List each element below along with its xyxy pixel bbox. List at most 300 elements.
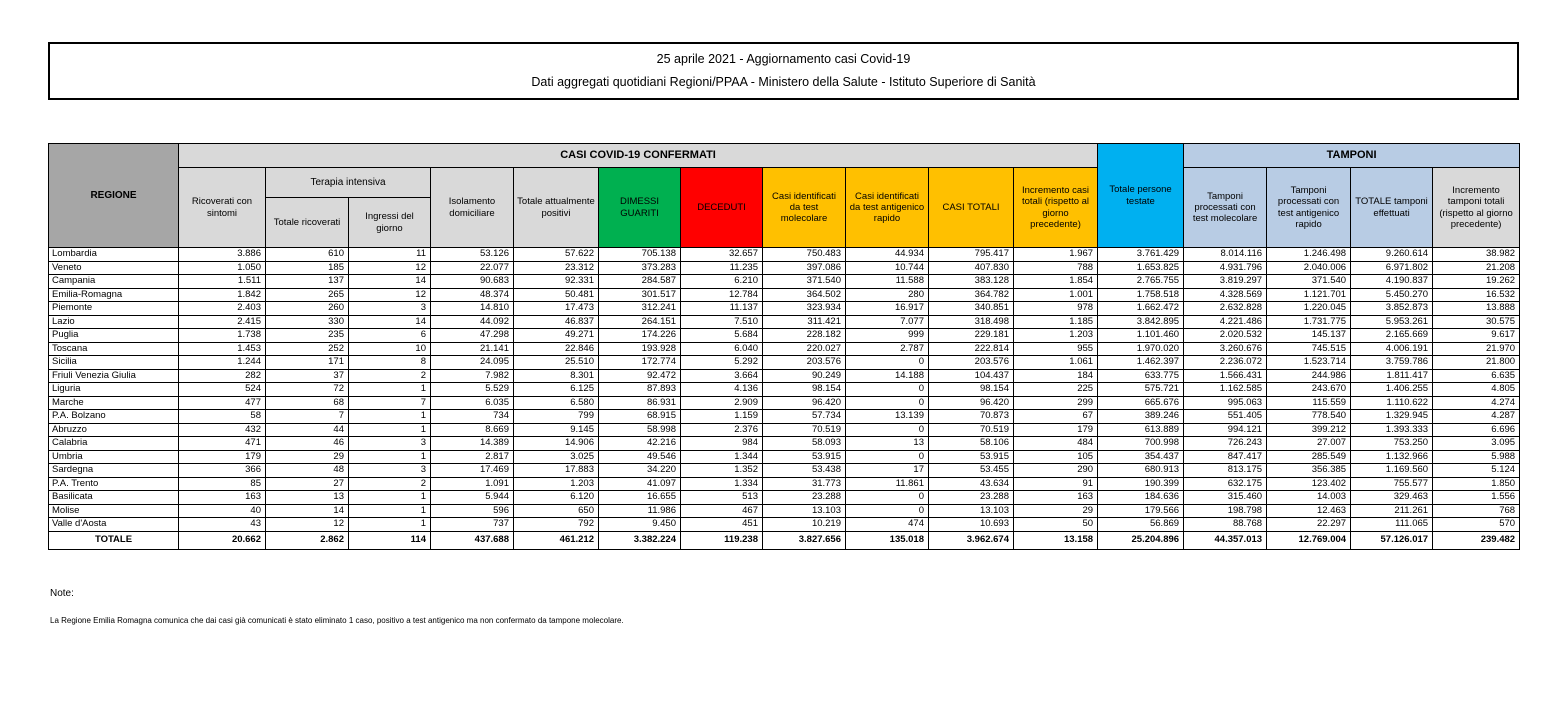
value-cell: 1.556 [1433,491,1520,505]
value-cell: 1.159 [681,410,763,424]
header-casi-test-molecolare: Casi identificati da test molecolare [763,168,846,248]
table-row [49,275,1520,289]
header-totale-tamponi: TOTALE tamponi effettuati [1351,168,1433,248]
value-cell: 24.095 [431,356,514,370]
value-cell: 312.241 [599,302,681,316]
value-cell: 356.385 [1267,464,1351,478]
value-cell: 98.154 [763,383,846,397]
value-cell: 1.811.417 [1351,369,1433,383]
value-cell: 21.208 [1433,261,1520,275]
value-cell: 92.331 [514,275,599,289]
value-cell: 12.463 [1267,504,1351,518]
value-cell: 315.460 [1184,491,1267,505]
value-cell: 4.006.191 [1351,342,1433,356]
value-cell: 0 [846,396,929,410]
value-cell: 1.185 [1014,315,1098,329]
value-cell: 285.549 [1267,450,1351,464]
value-cell: 0 [846,450,929,464]
totale-value-cell: 3.382.224 [599,531,681,549]
value-cell: 203.576 [763,356,846,370]
value-cell: 10.219 [763,518,846,532]
value-cell: 1.842 [179,288,266,302]
table-row [49,383,1520,397]
report-title: 25 aprile 2021 - Aggiornamento casi Covid-19 [656,52,911,67]
header-band-casi-confermati: CASI COVID-19 CONFERMATI [179,144,1098,168]
value-cell: 1.329.945 [1351,410,1433,424]
value-cell: 610 [266,248,349,262]
region-cell: Puglia [49,329,179,343]
header-casi-totali: CASI TOTALI [929,168,1014,248]
table-row [49,450,1520,464]
table-row [49,423,1520,437]
header-persone-testate: Totale persone testate [1098,144,1184,248]
value-cell: 12 [349,261,431,275]
value-cell: 57.734 [763,410,846,424]
value-cell: 42.216 [599,437,681,451]
value-cell: 43.634 [929,477,1014,491]
value-cell: 2.909 [681,396,763,410]
value-cell: 58.998 [599,423,681,437]
value-cell: 14.906 [514,437,599,451]
value-cell: 1.344 [681,450,763,464]
value-cell: 329.463 [1351,491,1433,505]
value-cell: 8.301 [514,369,599,383]
value-cell: 1.220.045 [1267,302,1351,316]
value-cell: 49.546 [599,450,681,464]
value-cell: 265 [266,288,349,302]
value-cell: 1.854 [1014,275,1098,289]
value-cell: 1.662.472 [1098,302,1184,316]
value-cell: 37 [266,369,349,383]
header-incremento-tamponi: Incremento tamponi totali (rispetto al giorno precedente) [1433,168,1520,248]
table-row [49,315,1520,329]
totale-row [49,531,1520,549]
value-cell: 244.986 [1267,369,1351,383]
value-cell: 163 [1014,491,1098,505]
value-cell: 1.244 [179,356,266,370]
value-cell: 397.086 [763,261,846,275]
value-cell: 23.288 [763,491,846,505]
value-cell: 6.125 [514,383,599,397]
value-cell: 301.517 [599,288,681,302]
value-cell: 1.758.518 [1098,288,1184,302]
table-row [49,302,1520,316]
value-cell: 8.669 [431,423,514,437]
value-cell: 13 [846,437,929,451]
value-cell: 1.061 [1014,356,1098,370]
value-cell: 284.587 [599,275,681,289]
value-cell: 1.246.498 [1267,248,1351,262]
value-cell: 3.761.429 [1098,248,1184,262]
value-cell: 299 [1014,396,1098,410]
value-cell: 67 [1014,410,1098,424]
header-incremento-casi: Incremento casi totali (rispetto al giorno precedente) [1014,168,1098,248]
header-totale-ricoverati: Totale ricoverati [266,198,349,248]
value-cell: 3 [349,464,431,478]
value-cell: 1 [349,491,431,505]
table-row [49,369,1520,383]
value-cell: 4.136 [681,383,763,397]
value-cell: 243.670 [1267,383,1351,397]
value-cell: 371.540 [763,275,846,289]
value-cell: 1.523.714 [1267,356,1351,370]
value-cell: 115.559 [1267,396,1351,410]
value-cell: 354.437 [1098,450,1184,464]
value-cell: 14.003 [1267,491,1351,505]
value-cell: 477 [179,396,266,410]
value-cell: 6 [349,329,431,343]
region-cell: Toscana [49,342,179,356]
value-cell: 190.399 [1098,477,1184,491]
value-cell: 40 [179,504,266,518]
value-cell: 2.236.072 [1184,356,1267,370]
value-cell: 665.676 [1098,396,1184,410]
table-row [49,342,1520,356]
region-cell: Veneto [49,261,179,275]
value-cell: 6.210 [681,275,763,289]
header-ricoverati-sintomi: Ricoverati con sintomi [179,168,266,248]
value-cell: 29 [266,450,349,464]
value-cell: 755.577 [1351,477,1433,491]
value-cell: 323.934 [763,302,846,316]
value-cell: 6.580 [514,396,599,410]
value-cell: 10.693 [929,518,1014,532]
header-totale-attualmente-positivi: Totale attualmente positivi [514,168,599,248]
value-cell: 2.765.755 [1098,275,1184,289]
value-cell: 2.415 [179,315,266,329]
value-cell: 185 [266,261,349,275]
value-cell: 58 [179,410,266,424]
region-cell: Piemonte [49,302,179,316]
value-cell: 137 [266,275,349,289]
value-cell: 163 [179,491,266,505]
table-row [49,437,1520,451]
value-cell: 0 [846,423,929,437]
value-cell: 11.986 [599,504,681,518]
value-cell: 49.271 [514,329,599,343]
value-cell: 1.393.333 [1351,423,1433,437]
totale-label-cell: TOTALE [49,531,179,549]
value-cell: 53.915 [763,450,846,464]
value-cell: 2.376 [681,423,763,437]
value-cell: 955 [1014,342,1098,356]
value-cell: 12 [349,288,431,302]
value-cell: 22.297 [1267,518,1351,532]
value-cell: 4.274 [1433,396,1520,410]
value-cell: 399.212 [1267,423,1351,437]
value-cell: 632.175 [1184,477,1267,491]
value-cell: 633.775 [1098,369,1184,383]
value-cell: 123.402 [1267,477,1351,491]
region-cell: Sardegna [49,464,179,478]
value-cell: 145.137 [1267,329,1351,343]
value-cell: 6.971.802 [1351,261,1433,275]
value-cell: 1.121.701 [1267,288,1351,302]
value-cell: 13.103 [929,504,1014,518]
totale-value-cell: 57.126.017 [1351,531,1433,549]
value-cell: 994.121 [1184,423,1267,437]
value-cell: 11 [349,248,431,262]
value-cell: 264.151 [599,315,681,329]
value-cell: 56.869 [1098,518,1184,532]
totale-value-cell: 239.482 [1433,531,1520,549]
value-cell: 27.007 [1267,437,1351,451]
value-cell: 14.389 [431,437,514,451]
value-cell: 72 [266,383,349,397]
value-cell: 1.001 [1014,288,1098,302]
value-cell: 172.774 [599,356,681,370]
value-cell: 5.944 [431,491,514,505]
value-cell: 383.128 [929,275,1014,289]
value-cell: 235 [266,329,349,343]
covid-data-table [48,143,1520,550]
value-cell: 9.617 [1433,329,1520,343]
header-regione: REGIONE [49,144,179,248]
totale-value-cell: 119.238 [681,531,763,549]
value-cell: 371.540 [1267,275,1351,289]
table-body [49,248,1520,550]
value-cell: 179.566 [1098,504,1184,518]
value-cell: 5.450.270 [1351,288,1433,302]
region-cell: Liguria [49,383,179,397]
value-cell: 1.334 [681,477,763,491]
value-cell: 2.403 [179,302,266,316]
value-cell: 179 [179,450,266,464]
region-cell: Sicilia [49,356,179,370]
value-cell: 0 [846,356,929,370]
value-cell: 1 [349,423,431,437]
table-row [49,504,1520,518]
value-cell: 87.893 [599,383,681,397]
header-band-terapia-intensiva: Terapia intensiva [266,168,431,198]
value-cell: 705.138 [599,248,681,262]
value-cell: 0 [846,383,929,397]
totale-value-cell: 2.862 [266,531,349,549]
value-cell: 17.469 [431,464,514,478]
value-cell: 2.632.828 [1184,302,1267,316]
value-cell: 3 [349,302,431,316]
value-cell: 1.462.397 [1098,356,1184,370]
value-cell: 1.967 [1014,248,1098,262]
value-cell: 58.093 [763,437,846,451]
value-cell: 17.473 [514,302,599,316]
value-cell: 1.352 [681,464,763,478]
report-subtitle: Dati aggregati quotidiani Regioni/PPAA - Ministero della Salute - Istituto Superiore di Sanità [531,74,1036,89]
value-cell: 14.810 [431,302,514,316]
table-row [49,464,1520,478]
table-row [49,248,1520,262]
value-cell: 7.510 [681,315,763,329]
value-cell: 16.655 [599,491,681,505]
value-cell: 753.250 [1351,437,1433,451]
value-cell: 471 [179,437,266,451]
value-cell: 788 [1014,261,1098,275]
value-cell: 98.154 [929,383,1014,397]
value-cell: 1.203 [1014,329,1098,343]
value-cell: 7 [349,396,431,410]
value-cell: 225 [1014,383,1098,397]
value-cell: 1.738 [179,329,266,343]
value-cell: 6.120 [514,491,599,505]
value-cell: 1.731.775 [1267,315,1351,329]
value-cell: 0 [846,504,929,518]
value-cell: 7.077 [846,315,929,329]
value-cell: 16.532 [1433,288,1520,302]
value-cell: 203.576 [929,356,1014,370]
value-cell: 984 [681,437,763,451]
totale-value-cell: 3.827.656 [763,531,846,549]
value-cell: 13.888 [1433,302,1520,316]
totale-value-cell: 114 [349,531,431,549]
value-cell: 9.450 [599,518,681,532]
value-cell: 3.664 [681,369,763,383]
title-box [48,42,1519,100]
value-cell: 228.182 [763,329,846,343]
value-cell: 13 [266,491,349,505]
totale-value-cell: 13.158 [1014,531,1098,549]
region-cell: Basilicata [49,491,179,505]
value-cell: 1.162.585 [1184,383,1267,397]
value-cell: 53.915 [929,450,1014,464]
value-cell: 778.540 [1267,410,1351,424]
value-cell: 70.519 [929,423,1014,437]
value-cell: 14.188 [846,369,929,383]
value-cell: 104.437 [929,369,1014,383]
value-cell: 3.852.873 [1351,302,1433,316]
totale-value-cell: 461.212 [514,531,599,549]
value-cell: 768 [1433,504,1520,518]
value-cell: 680.913 [1098,464,1184,478]
value-cell: 50 [1014,518,1098,532]
value-cell: 1.850 [1433,477,1520,491]
value-cell: 700.998 [1098,437,1184,451]
notes-section [50,588,1510,625]
value-cell: 96.420 [929,396,1014,410]
value-cell: 3.886 [179,248,266,262]
value-cell: 5.953.261 [1351,315,1433,329]
value-cell: 613.889 [1098,423,1184,437]
value-cell: 19.262 [1433,275,1520,289]
region-cell: P.A. Trento [49,477,179,491]
value-cell: 12 [266,518,349,532]
value-cell: 4.328.569 [1184,288,1267,302]
value-cell: 2 [349,477,431,491]
value-cell: 3.025 [514,450,599,464]
notes-heading: Note: [50,588,74,599]
value-cell: 5.124 [1433,464,1520,478]
value-cell: 6.696 [1433,423,1520,437]
value-cell: 68 [266,396,349,410]
value-cell: 14 [349,315,431,329]
region-cell: Umbria [49,450,179,464]
value-cell: 734 [431,410,514,424]
region-cell: Marche [49,396,179,410]
value-cell: 14 [266,504,349,518]
value-cell: 53.455 [929,464,1014,478]
value-cell: 474 [846,518,929,532]
value-cell: 229.181 [929,329,1014,343]
value-cell: 8 [349,356,431,370]
value-cell: 11.588 [846,275,929,289]
value-cell: 70.873 [929,410,1014,424]
value-cell: 6.635 [1433,369,1520,383]
value-cell: 650 [514,504,599,518]
table-row [49,410,1520,424]
value-cell: 86.931 [599,396,681,410]
region-cell: Friuli Venezia Giulia [49,369,179,383]
totale-value-cell: 44.357.013 [1184,531,1267,549]
value-cell: 364.502 [763,288,846,302]
value-cell: 330 [266,315,349,329]
value-cell: 47.298 [431,329,514,343]
value-cell: 1.453 [179,342,266,356]
value-cell: 8.014.116 [1184,248,1267,262]
region-cell: Calabria [49,437,179,451]
value-cell: 34.220 [599,464,681,478]
value-cell: 260 [266,302,349,316]
value-cell: 44 [266,423,349,437]
region-cell: Valle d'Aosta [49,518,179,532]
value-cell: 14 [349,275,431,289]
value-cell: 3.842.895 [1098,315,1184,329]
table-row [49,518,1520,532]
table-row [49,396,1520,410]
value-cell: 280 [846,288,929,302]
region-cell: Lazio [49,315,179,329]
value-cell: 220.027 [763,342,846,356]
value-cell: 92.472 [599,369,681,383]
table-row [49,261,1520,275]
value-cell: 995.063 [1184,396,1267,410]
header-casi-test-antigenico: Casi identificati da test antigenico rapido [846,168,929,248]
value-cell: 999 [846,329,929,343]
value-cell: 1 [349,504,431,518]
value-cell: 2.020.532 [1184,329,1267,343]
value-cell: 340.851 [929,302,1014,316]
region-cell: P.A. Bolzano [49,410,179,424]
value-cell: 813.175 [1184,464,1267,478]
totale-value-cell: 3.962.674 [929,531,1014,549]
value-cell: 2.165.669 [1351,329,1433,343]
value-cell: 407.830 [929,261,1014,275]
value-cell: 44.934 [846,248,929,262]
value-cell: 5.684 [681,329,763,343]
totale-value-cell: 12.769.004 [1267,531,1351,549]
value-cell: 38.982 [1433,248,1520,262]
value-cell: 2.787 [846,342,929,356]
value-cell: 53.126 [431,248,514,262]
value-cell: 57.622 [514,248,599,262]
value-cell: 13.103 [763,504,846,518]
value-cell: 10 [349,342,431,356]
value-cell: 10.744 [846,261,929,275]
value-cell: 1.970.020 [1098,342,1184,356]
value-cell: 85 [179,477,266,491]
value-cell: 290 [1014,464,1098,478]
value-cell: 4.221.486 [1184,315,1267,329]
value-cell: 23.288 [929,491,1014,505]
value-cell: 30.575 [1433,315,1520,329]
value-cell: 91 [1014,477,1098,491]
value-cell: 432 [179,423,266,437]
region-cell: Lombardia [49,248,179,262]
value-cell: 2.817 [431,450,514,464]
totale-value-cell: 437.688 [431,531,514,549]
value-cell: 1.653.825 [1098,261,1184,275]
value-cell: 222.814 [929,342,1014,356]
value-cell: 22.077 [431,261,514,275]
header-ingressi-giorno: Ingressi del giorno [349,198,431,248]
